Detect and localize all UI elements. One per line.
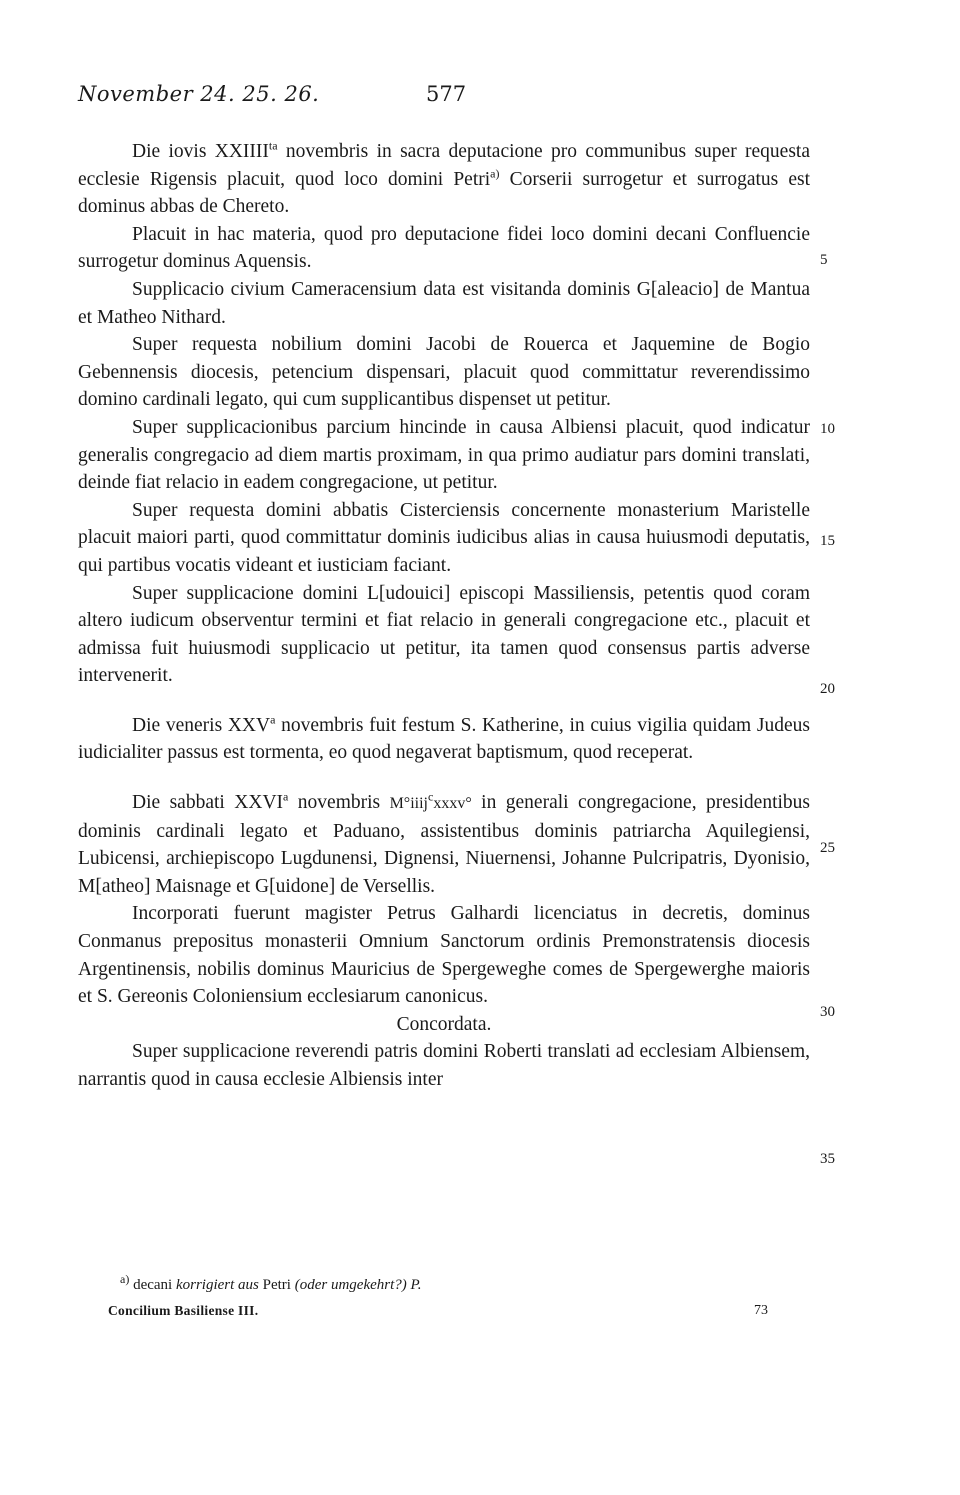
footnote-text: Petri [262,1277,291,1293]
text-run: novembris [288,792,390,814]
text-run: Die veneris XXV [132,714,271,736]
text-run: novembris in sacra deputacione pro communibus super requesta ecclesie Rigensis placuit, quod loco domini Petri [78,141,811,190]
text-run: Corserii surrogetur et surrogatus est dominus abbas de Chereto. [78,168,811,218]
line-number: 5 [820,252,828,268]
paragraph-3: Supplicacio civium Cameracensium data est visitanda dominis G[aleacio] de Mantua et Matheo Nithard. [78,278,810,328]
line-number: 10 [820,421,835,437]
footer-title: Concilium Basiliense III. [108,1303,259,1318]
footnote-text: (oder umgekehrt?) [294,1277,407,1293]
line-number: 35 [820,1151,835,1167]
page-footer [108,1303,768,1325]
paragraph-4: Super requesta nobilium domini Jacobi de Rouerca et Jaquemine de Bogio Gebennensis diocesis, petencium dispensari, placuit quod committatur reverendissimo domino cardinali legato, qui cum supplicantibus dispenset ut petitur. [78,334,810,411]
superscript: ta [268,138,278,153]
line-number: 15 [820,533,835,549]
superscript: a [283,789,289,804]
footnote-text: P. [410,1277,422,1293]
text-run: in generali congregacione, presidentibus dominis cardinali legato et Paduano, assistentibus dominis patriarcha Aquilegiensi, Lubicensi, archiepiscopo Lugdunensi, Dignensi, Niuernensi, Johanne Pulcripatris, Dyonisio, M[atheo] Maisnage et G[uidone] de Versellis. [78,792,810,897]
paragraph-10: Incorporati fuerunt magister Petrus Galhardi licenciatus in decretis, dominus Conmanus prepositus monasterii Omnium Sanctorum ordinis Premonstratensis diocesis Argentinensis, nobilis dominus Mauricius de Spergeweghe comes de Spergewerghe maioris et S. Gereonis Coloniensium ecclesiarum canonicus. [78,903,810,1008]
text-run: Die sabbati XXVI [132,792,284,814]
footnote-marker: a) [490,166,500,181]
paragraph-1 [78,138,810,221]
section-heading: Concordata. [396,1013,492,1035]
text-run: novembris fuit festum S. Katherine, in cuius vigilia quidam Judeus iudicialiter passus est tormenta, eo quod negaverat baptismum, quod receperat. [78,714,810,764]
page-number: 577 [426,82,467,106]
line-number: 25 [820,840,835,856]
superscript: c [427,789,434,804]
line-number: 20 [820,681,835,697]
paragraph-8 [78,712,810,767]
signature-mark: 73 [754,1303,768,1318]
paragraph-12: Super supplicacione reverendi patris domini Roberti translati ad ecclesiam Albiensem, narrantis quod in causa ecclesie Albiensis inter [78,1041,810,1090]
header-date-range: November 24. 25. 26. [78,82,320,106]
paragraph-7: Super supplicacione domini L[udouici] episcopi Massiliensis, petentis quod coram altero iudicum observentur termini et fiat relacio in generali congregacione etc., placuit et admissa fuit huiusmodi supplicacio ut petitur, ita tamen quod consensus partis adverse intervenerit. [78,582,810,687]
footnote-text: korrigiert aus [175,1277,259,1293]
paragraph-2: Placuit in hac materia, quod pro deputacione fidei loco domini decani Confluencie surrogetur dominus Aquensis. [78,223,810,273]
footnote-marker: a) [120,1272,130,1286]
footnote [120,1272,422,1294]
text-run: Die iovis XXIIII [132,141,269,162]
paragraph-9 [78,789,810,900]
running-header [78,82,818,112]
superscript: a [270,712,276,727]
line-number: 30 [820,1004,835,1020]
footnote-text: decani [133,1277,173,1293]
paragraph-5: Super supplicacionibus parcium hincinde in causa Albiensi placuit, quod indicatur generalis congregacio ad diem martis proximam, in qua primo audiatur pars domini translati, deinde fiat relacio in eadem congregacione, ut petitur. [78,416,810,494]
paragraph-6: Super requesta domini abbatis Cisterciensis concernente monasterium Maristelle placuit maiori parti, quod committatur dominis iudicibus alias in causa huiusmodi deputatis, qui partibus vocatis videant et iusticiam faciant. [78,499,810,576]
main-text [78,138,810,1094]
roman-numeral: M°iiij [389,795,428,813]
roman-numeral: xxxv° [433,795,472,813]
